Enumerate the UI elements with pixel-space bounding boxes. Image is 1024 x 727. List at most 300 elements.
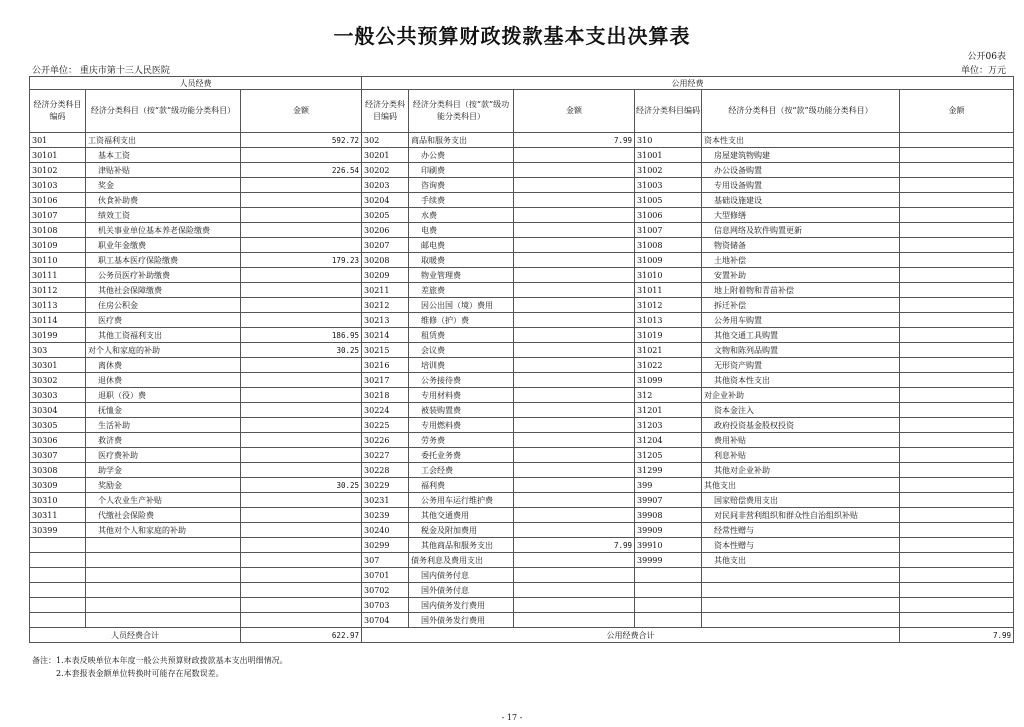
cell-code: 307: [362, 553, 409, 568]
cell-name: [86, 553, 241, 568]
cell-amount: [900, 313, 1014, 328]
cell-code: 30226: [362, 433, 409, 448]
cell-name: 专用设备购置: [702, 178, 900, 193]
col-header-amount: 金额: [514, 90, 635, 133]
cell-name: 抚恤金: [86, 403, 241, 418]
cell-name: 国内债务发行费用: [409, 598, 514, 613]
cell-code: 30299: [362, 538, 409, 553]
cell-amount: [241, 538, 362, 553]
cell-amount: [241, 448, 362, 463]
cell-name: 代缴社会保险费: [86, 508, 241, 523]
table-row: [30, 598, 1014, 613]
cell-name: 地上附着物和青苗补偿: [702, 283, 900, 298]
cell-code: 30302: [30, 373, 86, 388]
cell-code: 312: [635, 388, 702, 403]
cell-code: 31002: [635, 163, 702, 178]
cell-name: 其他对个人和家庭的补助: [86, 523, 241, 538]
cell-amount: [900, 493, 1014, 508]
cell-name: 其他交通工具购置: [702, 328, 900, 343]
cell-name: 利息补贴: [702, 448, 900, 463]
cell-name: 医疗费: [86, 313, 241, 328]
cell-amount: [241, 523, 362, 538]
cell-code: 399: [635, 478, 702, 493]
cell-code: 31006: [635, 208, 702, 223]
cell-amount: [900, 238, 1014, 253]
cell-code: 30217: [362, 373, 409, 388]
cell-name: 费用补贴: [702, 433, 900, 448]
cell-amount: [514, 193, 635, 208]
cell-name: 拆迁补偿: [702, 298, 900, 313]
cell-name: 因公出国（境）费用: [409, 298, 514, 313]
cell-code: 30108: [30, 223, 86, 238]
table-row: [30, 388, 1014, 403]
cell-code: [635, 598, 702, 613]
cell-code: 30214: [362, 328, 409, 343]
cell-name: 奖励金: [86, 478, 241, 493]
cell-amount: [900, 448, 1014, 463]
cell-amount: [514, 223, 635, 238]
col-header-name: 经济分类科目（按“款”级功能分类科目）: [702, 90, 900, 133]
cell-code: [30, 553, 86, 568]
cell-code: 30109: [30, 238, 86, 253]
cell-amount: [241, 463, 362, 478]
table-row: [30, 148, 1014, 163]
cell-code: 31005: [635, 193, 702, 208]
cell-code: 30311: [30, 508, 86, 523]
cell-name: 资本金注入: [702, 403, 900, 418]
cell-amount: [900, 478, 1014, 493]
cell-name: [86, 613, 241, 628]
cell-code: [30, 613, 86, 628]
cell-name: 奖金: [86, 178, 241, 193]
cell-name: 咨询费: [409, 178, 514, 193]
col-header-code: 经济分类科目编码: [635, 90, 702, 133]
cell-code: 30215: [362, 343, 409, 358]
cell-name: [702, 613, 900, 628]
cell-name: 其他对企业补助: [702, 463, 900, 478]
cell-amount: [900, 523, 1014, 538]
table-row: [30, 493, 1014, 508]
table-row: [30, 163, 1014, 178]
cell-name: 职工基本医疗保险缴费: [86, 253, 241, 268]
cell-amount: [514, 568, 635, 583]
cell-amount: [241, 283, 362, 298]
cell-amount: [514, 313, 635, 328]
cell-code: 30229: [362, 478, 409, 493]
cell-amount: [900, 388, 1014, 403]
cell-code: 39908: [635, 508, 702, 523]
cell-name: 津贴补贴: [86, 163, 241, 178]
cell-name: 被装购置费: [409, 403, 514, 418]
table-row: [30, 538, 1014, 553]
cell-name: 医疗费补助: [86, 448, 241, 463]
cell-name: [86, 568, 241, 583]
cell-name: [86, 583, 241, 598]
cell-code: 30399: [30, 523, 86, 538]
cell-amount: [514, 238, 635, 253]
cell-code: 31203: [635, 418, 702, 433]
cell-code: [635, 583, 702, 598]
cell-code: 30701: [362, 568, 409, 583]
table-row: [30, 253, 1014, 268]
cell-code: 30228: [362, 463, 409, 478]
col-header-amount: 金额: [900, 90, 1014, 133]
cell-code: 30239: [362, 508, 409, 523]
cell-amount: [900, 133, 1014, 148]
cell-code: 30203: [362, 178, 409, 193]
cell-amount: [514, 148, 635, 163]
cell-amount: [514, 433, 635, 448]
cell-amount: [514, 268, 635, 283]
cell-name: 机关事业单位基本养老保险缴费: [86, 223, 241, 238]
cell-amount: [241, 598, 362, 613]
table-row: [30, 583, 1014, 598]
table-row: [30, 343, 1014, 358]
cell-amount: 30.25: [241, 478, 362, 493]
cell-code: 39907: [635, 493, 702, 508]
cell-code: 30202: [362, 163, 409, 178]
cell-code: 31011: [635, 283, 702, 298]
cell-amount: [241, 568, 362, 583]
cell-name: 其他资本性支出: [702, 373, 900, 388]
cell-amount: [241, 208, 362, 223]
cell-code: 30213: [362, 313, 409, 328]
cell-code: [635, 613, 702, 628]
cell-code: 310: [635, 133, 702, 148]
cell-code: 30106: [30, 193, 86, 208]
cell-name: 劳务费: [409, 433, 514, 448]
cell-amount: [514, 328, 635, 343]
cell-code: 30303: [30, 388, 86, 403]
cell-name: 专用材料费: [409, 388, 514, 403]
cell-amount: [241, 148, 362, 163]
cell-amount: 7.99: [514, 133, 635, 148]
col-header-name: 经济分类科目（按“款”级功能分类科目）: [86, 90, 241, 133]
cell-name: 其他商品和服务支出: [409, 538, 514, 553]
cell-amount: [514, 298, 635, 313]
cell-name: 专用燃料费: [409, 418, 514, 433]
cell-amount: [514, 583, 635, 598]
cell-code: 30216: [362, 358, 409, 373]
cell-code: 30102: [30, 163, 86, 178]
cell-amount: [900, 553, 1014, 568]
cell-code: 31013: [635, 313, 702, 328]
cell-code: 31299: [635, 463, 702, 478]
cell-amount: [900, 418, 1014, 433]
cell-amount: [241, 553, 362, 568]
cell-code: 30101: [30, 148, 86, 163]
cell-name: 物资储备: [702, 238, 900, 253]
cell-name: 其他支出: [702, 553, 900, 568]
cell-name: 对民间非营利组织和群众性自治组织补贴: [702, 508, 900, 523]
personnel-total-amount: 622.97: [241, 628, 362, 643]
cell-amount: [900, 463, 1014, 478]
table-row: [30, 463, 1014, 478]
cell-amount: [900, 253, 1014, 268]
cell-code: 30199: [30, 328, 86, 343]
cell-amount: [514, 253, 635, 268]
cell-code: 30308: [30, 463, 86, 478]
cell-name: 委托业务费: [409, 448, 514, 463]
cell-name: 生活补助: [86, 418, 241, 433]
cell-amount: [900, 268, 1014, 283]
table-row: [30, 208, 1014, 223]
cell-amount: [241, 238, 362, 253]
cell-code: 30103: [30, 178, 86, 193]
cell-code: 302: [362, 133, 409, 148]
cell-code: 30208: [362, 253, 409, 268]
cell-amount: [900, 583, 1014, 598]
cell-code: 31019: [635, 328, 702, 343]
cell-amount: [241, 418, 362, 433]
table-row: [30, 238, 1014, 253]
cell-amount: [241, 193, 362, 208]
table-row: [30, 223, 1014, 238]
cell-amount: [900, 373, 1014, 388]
cell-code: 30209: [362, 268, 409, 283]
table-row: [30, 358, 1014, 373]
cell-name: 职业年金缴费: [86, 238, 241, 253]
cell-code: 30107: [30, 208, 86, 223]
cell-amount: [514, 343, 635, 358]
cell-amount: [900, 193, 1014, 208]
cell-name: 对企业补助: [702, 388, 900, 403]
cell-name: 手续费: [409, 193, 514, 208]
cell-name: 公务接待费: [409, 373, 514, 388]
cell-name: 公务用车运行维护费: [409, 493, 514, 508]
total-row: [30, 628, 1014, 643]
cell-name: 债务利息及费用支出: [409, 553, 514, 568]
cell-amount: 179.23: [241, 253, 362, 268]
cell-name: 其他支出: [702, 478, 900, 493]
cell-name: 资本性赠与: [702, 538, 900, 553]
cell-code: 31010: [635, 268, 702, 283]
cell-name: 培训费: [409, 358, 514, 373]
cell-code: 30218: [362, 388, 409, 403]
reporting-unit: 公开单位： 重庆市第十三人民医院: [32, 66, 170, 76]
cell-amount: [900, 598, 1014, 613]
cell-code: 30307: [30, 448, 86, 463]
cell-amount: [900, 298, 1014, 313]
cell-name: 国外债务发行费用: [409, 613, 514, 628]
cell-code: 31201: [635, 403, 702, 418]
cell-name: 取暖费: [409, 253, 514, 268]
page-number: - 17 -: [501, 713, 523, 722]
cell-code: 30240: [362, 523, 409, 538]
cell-code: 31003: [635, 178, 702, 193]
cell-code: 30110: [30, 253, 86, 268]
note-1: 备注：1.本表反映单位本年度一般公共预算财政拨款基本支出明细情况。: [32, 656, 288, 665]
cell-name: 公务用车购置: [702, 313, 900, 328]
cell-name: 国家赔偿费用支出: [702, 493, 900, 508]
cell-name: [702, 568, 900, 583]
cell-amount: [900, 403, 1014, 418]
cell-name: 基本工资: [86, 148, 241, 163]
cell-amount: [514, 358, 635, 373]
cell-name: 离休费: [86, 358, 241, 373]
table-row: [30, 283, 1014, 298]
cell-amount: [900, 223, 1014, 238]
cell-code: 31022: [635, 358, 702, 373]
cell-code: 31009: [635, 253, 702, 268]
cell-name: 商品和服务支出: [409, 133, 514, 148]
cell-amount: [241, 313, 362, 328]
cell-amount: 7.99: [514, 538, 635, 553]
cell-code: 30114: [30, 313, 86, 328]
cell-name: 住房公积金: [86, 298, 241, 313]
cell-name: 差旅费: [409, 283, 514, 298]
currency-unit: 单位：万元: [960, 66, 1006, 76]
table-row: [30, 508, 1014, 523]
col-header-amount: 金额: [241, 90, 362, 133]
cell-amount: [241, 223, 362, 238]
cell-name: [702, 598, 900, 613]
cell-amount: 30.25: [241, 343, 362, 358]
cell-amount: [900, 568, 1014, 583]
cell-amount: [514, 598, 635, 613]
table-row: [30, 553, 1014, 568]
table-row: [30, 133, 1014, 148]
cell-name: 水费: [409, 208, 514, 223]
cell-code: 31012: [635, 298, 702, 313]
cell-code: 30113: [30, 298, 86, 313]
cell-name: 电费: [409, 223, 514, 238]
cell-amount: [241, 268, 362, 283]
cell-name: 维修（护）费: [409, 313, 514, 328]
cell-code: [30, 538, 86, 553]
cell-amount: [241, 298, 362, 313]
cell-amount: [514, 613, 635, 628]
cell-name: 其他交通费用: [409, 508, 514, 523]
cell-name: 福利费: [409, 478, 514, 493]
table-row: [30, 478, 1014, 493]
cell-code: 30231: [362, 493, 409, 508]
table-row: [30, 373, 1014, 388]
cell-name: 无形资产购置: [702, 358, 900, 373]
cell-code: 30309: [30, 478, 86, 493]
cell-amount: [514, 508, 635, 523]
cell-name: 安置补助: [702, 268, 900, 283]
table-row: [30, 313, 1014, 328]
cell-amount: [514, 178, 635, 193]
cell-code: [635, 568, 702, 583]
cell-name: 政府投资基金股权投资: [702, 418, 900, 433]
cell-code: 30703: [362, 598, 409, 613]
cell-amount: 186.95: [241, 328, 362, 343]
public-header: 公用经费: [362, 77, 1014, 90]
cell-code: 30212: [362, 298, 409, 313]
cell-amount: [514, 493, 635, 508]
cell-amount: [241, 493, 362, 508]
cell-code: 30227: [362, 448, 409, 463]
cell-name: 办公费: [409, 148, 514, 163]
cell-name: 物业管理费: [409, 268, 514, 283]
cell-amount: [241, 358, 362, 373]
cell-amount: [900, 178, 1014, 193]
cell-amount: [900, 283, 1014, 298]
cell-amount: [900, 358, 1014, 373]
cell-code: 39910: [635, 538, 702, 553]
table-row: [30, 403, 1014, 418]
cell-name: 退休费: [86, 373, 241, 388]
cell-code: 39999: [635, 553, 702, 568]
cell-name: 国外债务付息: [409, 583, 514, 598]
cell-amount: [900, 613, 1014, 628]
table-row: [30, 268, 1014, 283]
cell-name: 退职（役）费: [86, 388, 241, 403]
cell-code: 30111: [30, 268, 86, 283]
cell-name: 工会经费: [409, 463, 514, 478]
cell-code: [30, 583, 86, 598]
form-code: 公开06表: [967, 52, 1006, 62]
cell-amount: [514, 448, 635, 463]
cell-name: 基础设施建设: [702, 193, 900, 208]
cell-code: 31008: [635, 238, 702, 253]
cell-amount: [514, 373, 635, 388]
cell-name: 信息网络及软件购置更新: [702, 223, 900, 238]
cell-name: 国内债务付息: [409, 568, 514, 583]
cell-name: 经常性赠与: [702, 523, 900, 538]
cell-amount: [241, 403, 362, 418]
cell-code: 30211: [362, 283, 409, 298]
cell-code: 31007: [635, 223, 702, 238]
cell-name: 土地补偿: [702, 253, 900, 268]
cell-amount: [514, 463, 635, 478]
table-row: [30, 568, 1014, 583]
cell-code: 30224: [362, 403, 409, 418]
cell-name: 对个人和家庭的补助: [86, 343, 241, 358]
cell-code: 31205: [635, 448, 702, 463]
cell-name: 邮电费: [409, 238, 514, 253]
table-row: [30, 178, 1014, 193]
cell-amount: [514, 163, 635, 178]
cell-amount: [900, 328, 1014, 343]
cell-name: 个人农业生产补贴: [86, 493, 241, 508]
cell-code: 30205: [362, 208, 409, 223]
cell-code: 31204: [635, 433, 702, 448]
cell-name: 公务员医疗补助缴费: [86, 268, 241, 283]
cell-amount: [241, 583, 362, 598]
cell-code: 30225: [362, 418, 409, 433]
cell-code: 30112: [30, 283, 86, 298]
cell-code: 30305: [30, 418, 86, 433]
cell-code: 31001: [635, 148, 702, 163]
cell-name: 大型修缮: [702, 208, 900, 223]
cell-code: 30704: [362, 613, 409, 628]
cell-code: 30204: [362, 193, 409, 208]
cell-amount: [514, 283, 635, 298]
cell-name: 其他工资福利支出: [86, 328, 241, 343]
cell-amount: [900, 163, 1014, 178]
cell-code: 31099: [635, 373, 702, 388]
table-row: [30, 193, 1014, 208]
cell-code: 30310: [30, 493, 86, 508]
table-row: [30, 298, 1014, 313]
cell-amount: [241, 613, 362, 628]
cell-code: 30206: [362, 223, 409, 238]
cell-code: [30, 568, 86, 583]
expenditure-table: [29, 76, 1014, 643]
cell-amount: [514, 418, 635, 433]
public-total-label: 公用经费合计: [362, 628, 900, 643]
cell-amount: [900, 208, 1014, 223]
table-row: [30, 433, 1014, 448]
cell-amount: 592.72: [241, 133, 362, 148]
cell-amount: [900, 508, 1014, 523]
cell-amount: [900, 433, 1014, 448]
cell-name: 助学金: [86, 463, 241, 478]
cell-amount: [241, 178, 362, 193]
